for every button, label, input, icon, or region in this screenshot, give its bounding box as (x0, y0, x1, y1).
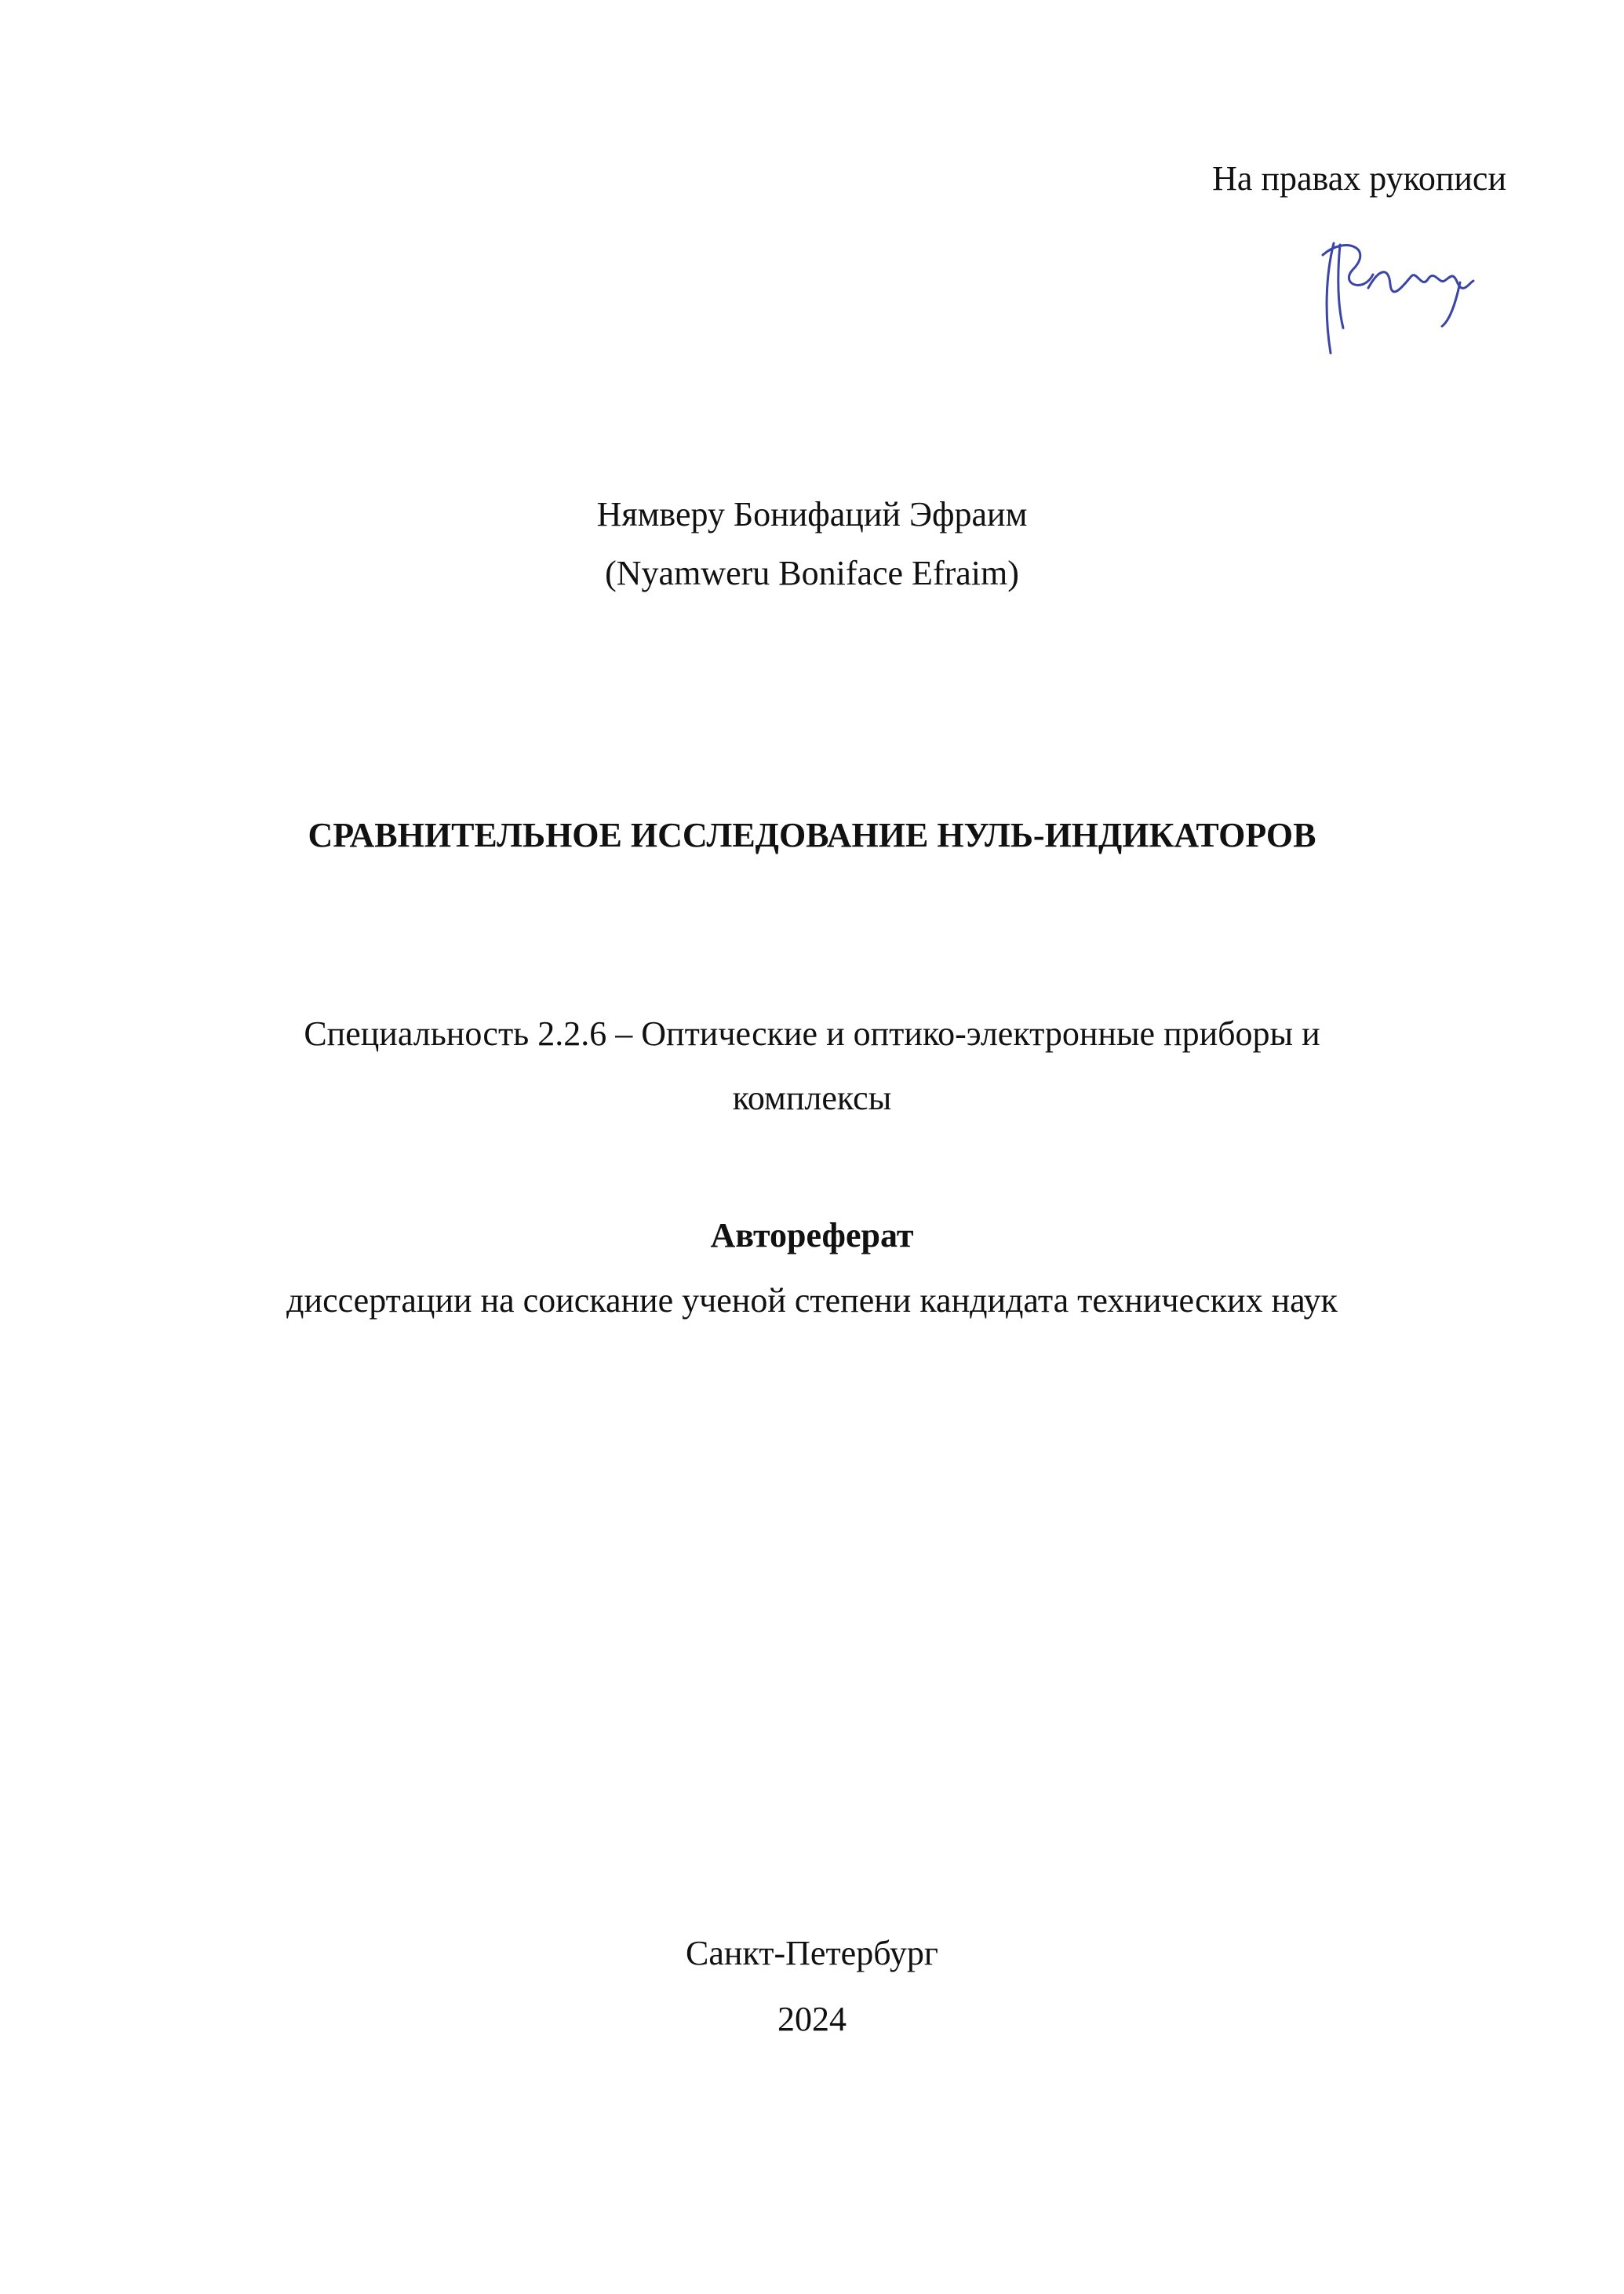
abstract-heading: Автореферат (710, 1216, 914, 1254)
abstract-subtitle: диссертации на соискание ученой степени кандидата технических наук (286, 1281, 1338, 1320)
document-title: СРАВНИТЕЛЬНОЕ ИССЛЕДОВАНИЕ НУЛЬ-ИНДИКАТОРОВ (308, 816, 1316, 854)
publication-city: Санкт-Петербург (686, 1934, 938, 1972)
publication-year: 2024 (777, 2000, 847, 2038)
specialty-line-2: комплексы (732, 1079, 892, 1117)
signature-icon (1302, 228, 1483, 377)
specialty-line-1: Специальность 2.2.6 – Оптические и оптико-электронные приборы и (304, 1014, 1320, 1053)
manuscript-note: На правах рукописи (1212, 159, 1506, 198)
author-name-en: (Nyamweru Boniface Efraim) (605, 554, 1019, 592)
author-name-ru: Нямверу Бонифаций Эфраим (596, 495, 1028, 533)
